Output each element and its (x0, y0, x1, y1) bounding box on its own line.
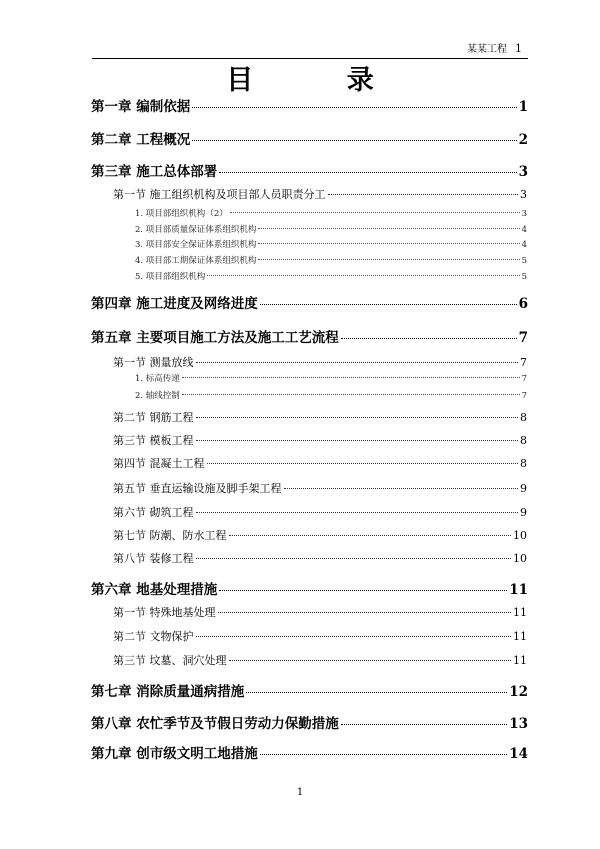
toc-entry-label: 第七节 防潮、防水工程 (113, 529, 227, 542)
toc-entry-label: 第一节 测量放线 (113, 356, 194, 369)
toc-entry-label: 第四章 施工进度及网络进度 (91, 296, 258, 312)
toc-entry-ch[interactable] (91, 578, 528, 598)
toc-entry-label: 第二节 钢筋工程 (113, 411, 194, 424)
toc-entry-label: 第二章 工程概况 (91, 132, 191, 148)
toc-dot-leader (196, 417, 519, 418)
toc-entry-ch[interactable] (91, 160, 528, 180)
toc-entry-page: 10 (513, 552, 527, 565)
toc-entry-page: 14 (509, 746, 528, 762)
toc-dot-leader (182, 394, 520, 395)
toc-dot-leader (246, 692, 507, 693)
toc-entry-label: 第九章 创市级文明工地措施 (91, 746, 258, 762)
toc-entry-sec[interactable] (113, 409, 527, 425)
toc-entry-sec[interactable] (113, 455, 527, 471)
toc-entry-label: 第八章 农忙季节及节假日劳动力保勤措施 (91, 716, 339, 732)
toc-entry-sub[interactable] (135, 372, 527, 384)
toc-entry-sec[interactable] (113, 480, 527, 496)
toc-entry-page: 10 (513, 529, 527, 542)
toc-dot-leader (196, 558, 512, 559)
toc-dot-leader (219, 172, 516, 173)
page-footer-number: 1 (296, 787, 304, 798)
toc-entry-page: 8 (520, 457, 527, 470)
toc-dot-leader (229, 660, 512, 661)
toc-entry-label: 第五节 垂直运输设施及脚手架工程 (113, 482, 282, 495)
toc-entry-label: 第三章 施工总体部署 (91, 164, 218, 180)
toc-entry-page: 13 (509, 716, 528, 732)
toc-entry-page: 2 (518, 132, 528, 148)
toc-entry-ch[interactable] (91, 292, 528, 312)
toc-entry-page: 3 (520, 188, 527, 201)
toc-entry-label: 第三节 模板工程 (113, 434, 194, 447)
toc-entry-sub[interactable] (135, 207, 527, 219)
toc-entry-label: 2. 项目部质量保证体系组织机构 (135, 225, 257, 235)
toc-entry-label: 第六节 砌筑工程 (113, 506, 194, 519)
toc-entry-label: 第四节 混凝土工程 (113, 457, 205, 470)
toc-entry-page: 4 (521, 240, 527, 250)
toc-entry-ch[interactable] (91, 128, 528, 148)
toc-dot-leader (192, 140, 516, 141)
toc-entry-page: 4 (521, 225, 527, 235)
toc-entry-label: 第一节 特殊地基处理 (113, 606, 216, 619)
toc-dot-leader (207, 275, 519, 276)
toc-dot-leader (260, 754, 508, 755)
toc-entry-sec[interactable] (113, 652, 527, 668)
toc-dot-leader (207, 463, 519, 464)
toc-entry-sub[interactable] (135, 389, 527, 401)
toc-entry-sec[interactable] (113, 628, 527, 644)
toc-entry-label: 第七章 消除质量通病措施 (91, 684, 245, 700)
toc-dot-leader (258, 228, 519, 229)
toc-dot-leader (196, 512, 519, 513)
header-project-name: 某某工程 (467, 44, 507, 55)
toc-entry-label: 第三节 坟墓、洞穴处理 (113, 654, 227, 667)
toc-dot-leader (341, 724, 508, 725)
toc-dot-leader (196, 440, 519, 441)
toc-entry-sec[interactable] (113, 504, 527, 520)
toc-dot-leader (218, 612, 512, 613)
toc-dot-leader (258, 243, 519, 244)
toc-dot-leader (196, 362, 519, 363)
toc-dot-leader (284, 488, 519, 489)
toc-entry-label: 1. 项目部组织机构（2） (135, 209, 228, 219)
toc-dot-leader (230, 212, 520, 213)
toc-entry-sub[interactable] (135, 238, 527, 250)
toc-entry-page: 7 (520, 356, 527, 369)
toc-entry-page: 8 (520, 411, 527, 424)
toc-entry-page: 11 (513, 630, 527, 643)
toc-entry-page: 11 (513, 606, 527, 619)
toc-dot-leader (192, 107, 516, 108)
toc-entry-label: 第一章 编制依据 (91, 99, 191, 115)
toc-entry-label: 第八节 装修工程 (113, 552, 194, 565)
toc-dot-leader (182, 377, 520, 378)
toc-entry-page: 11 (509, 582, 528, 598)
toc-entry-label: 2. 轴线控制 (135, 391, 180, 401)
toc-entry-label: 5. 项目部组织机构 (135, 272, 206, 282)
toc-entry-page: 3 (521, 209, 527, 219)
page-title: 目 录 (226, 65, 416, 96)
toc-entry-sec[interactable] (113, 527, 527, 543)
toc-entry-ch[interactable] (91, 326, 528, 346)
toc-entry-page: 7 (521, 374, 527, 384)
toc-dot-leader (258, 259, 519, 260)
toc-dot-leader (196, 636, 512, 637)
toc-entry-label: 第二节 文物保护 (113, 630, 194, 643)
toc-entry-ch[interactable] (91, 95, 528, 115)
toc-entry-label: 第六章 地基处理措施 (91, 582, 218, 598)
toc-entry-ch[interactable] (91, 680, 528, 700)
toc-entry-sec[interactable] (113, 186, 527, 202)
toc-entry-sec[interactable] (113, 354, 527, 370)
toc-dot-leader (341, 338, 517, 339)
toc-entry-sec[interactable] (113, 604, 527, 620)
toc-entry-page: 9 (520, 482, 527, 495)
toc-entry-page: 11 (513, 654, 527, 667)
toc-entry-sec[interactable] (113, 550, 527, 566)
header-page-number: 1 (515, 42, 522, 55)
toc-entry-page: 9 (520, 506, 527, 519)
toc-entry-ch[interactable] (91, 742, 528, 762)
toc-dot-leader (219, 590, 507, 591)
toc-entry-page: 1 (518, 99, 528, 115)
toc-entry-label: 1. 标高传递 (135, 374, 180, 384)
toc-entry-sub[interactable] (135, 270, 527, 282)
toc-dot-leader (328, 194, 519, 195)
toc-entry-page: 7 (518, 330, 528, 346)
toc-entry-page: 5 (521, 256, 527, 266)
toc-entry-label: 第五章 主要项目施工方法及施工工艺流程 (91, 330, 339, 346)
toc-entry-label: 4. 项目部工期保证体系组织机构 (135, 256, 257, 266)
toc-entry-sec[interactable] (113, 432, 527, 448)
toc-entry-page: 7 (521, 391, 527, 401)
toc-entry-ch[interactable] (91, 712, 528, 732)
toc-dot-leader (260, 304, 517, 305)
toc-entry-label: 第一节 施工组织机构及项目部人员职责分工 (113, 188, 326, 201)
toc-entry-page: 12 (509, 684, 528, 700)
toc-dot-leader (229, 535, 512, 536)
toc-entry-page: 3 (518, 164, 528, 180)
toc-entry-sub[interactable] (135, 254, 527, 266)
toc-entry-page: 5 (521, 272, 527, 282)
toc-entry-page: 6 (518, 296, 528, 312)
toc-entry-sub[interactable] (135, 223, 527, 235)
toc-entry-page: 8 (520, 434, 527, 447)
toc-entry-label: 3. 项目部安全保证体系组织机构 (135, 240, 257, 250)
